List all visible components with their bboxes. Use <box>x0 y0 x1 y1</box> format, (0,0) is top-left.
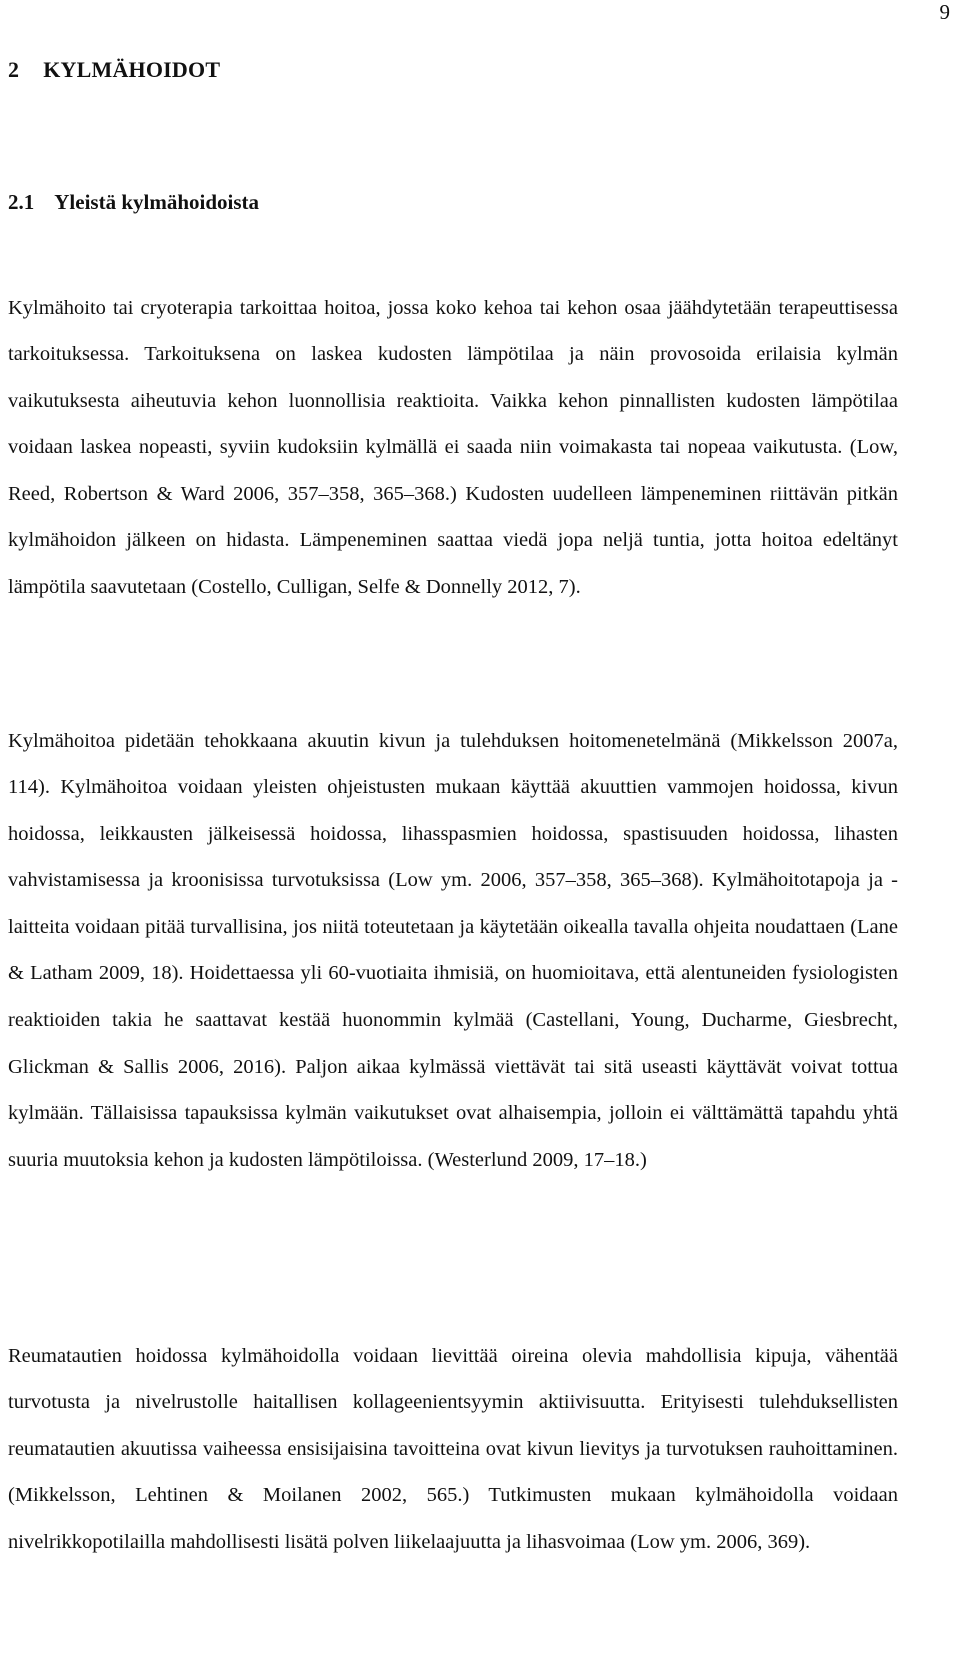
section-number: 2.1 <box>8 190 35 214</box>
section-heading <box>8 189 259 215</box>
section-title: Yleistä kylmähoidoista <box>54 190 260 214</box>
chapter-title: KYLMÄHOIDOT <box>43 57 221 82</box>
body-paragraph-1: Kylmähoito tai cryoterapia tarkoittaa hoitoa, jossa koko kehoa tai kehon osaa jäähdytetään terapeuttisessa tarkoituksessa. Tarkoituksena on laskea kudosten lämpötilaa ja näin provosoida erilaisia kylmän vaikutuksesta aiheutuvia kehon luonnollisia reaktioita. Vaikka kehon pinnallisten kudosten lämpötilaa voidaan laskea nopeasti, syviin kudoksiin kylmällä ei saada niin voimakasta tai nopeaa vaikutusta. (Low, Reed, Robertson & Ward 2006, 357–358, 365–368.) Kudosten uudelleen lämpeneminen riittävän pitkän kylmähoidon jälkeen on hidasta. Lämpeneminen saattaa viedä jopa neljä tuntia, jotta hoitoa edeltänyt lämpötila saavutetaan (Costello, Culligan, Selfe & Donnelly 2012, 7). <box>8 296 898 599</box>
body-paragraph-3: Reumatautien hoidossa kylmähoidolla voidaan lievittää oireina olevia mahdollisia kipuja, vähentää turvotusta ja nivelrustolle haitallisen kollageenientsyymin aktiivisuutta. Erityisesti tulehduksellisten reumatautien akuutissa vaiheessa ensisijaisina tavoitteina ovat kivun lievitys ja turvotuksen rauhoittaminen. (Mikkelsson, Lehtinen & Moilanen 2002, 565.) Tutkimusten mukaan kylmähoidolla voidaan nivelrikkopotilailla mahdollisesti lisätä polven liikelaajuutta ja lihasvoimaa (Low ym. 2006, 369). <box>8 1344 898 1553</box>
chapter-heading <box>8 57 220 83</box>
chapter-number: 2 <box>8 57 20 82</box>
body-paragraph-2: Kylmähoitoa pidetään tehokkaana akuutin kivun ja tulehduksen hoitomenetelmänä (Mikkelsson 2007a, 114). Kylmähoitoa voidaan yleisten ohjeistusten mukaan käyttää akuuttien vammojen hoidossa, kivun hoidossa, leikkausten jälkeisessä hoidossa, lihasspasmien hoidossa, spastisuuden hoidossa, lihasten vahvistamisessa ja kroonisissa turvotuksissa (Low ym. 2006, 357–358, 365–368). Kylmähoitotapoja ja -laitteita voidaan pitää turvallisina, jos niitä toteutetaan ja käytetään oikealla tavalla ohjeita noudattaen (Lane & Latham 2009, 18). Hoidettaessa yli 60-vuotiaita ihmisiä, on huomioitava, että alentuneiden fysiologisten reaktioiden takia he saattavat kestää huonommin kylmää (Castellani, Young, Ducharme, Giesbrecht, Glickman & Sallis 2006, 2016). Paljon aikaa kylmässä viettävät tai sitä useasti käyttävät voivat tottua kylmään. Tällaisissa tapauksissa kylmän vaikutukset ovat alhaisempia, jolloin ei välttämättä tapahdu yhtä suuria muutoksia kehon ja kudosten lämpötiloissa. (Westerlund 2009, 17–18.) <box>8 729 898 1171</box>
page-number: 9 <box>939 0 950 24</box>
